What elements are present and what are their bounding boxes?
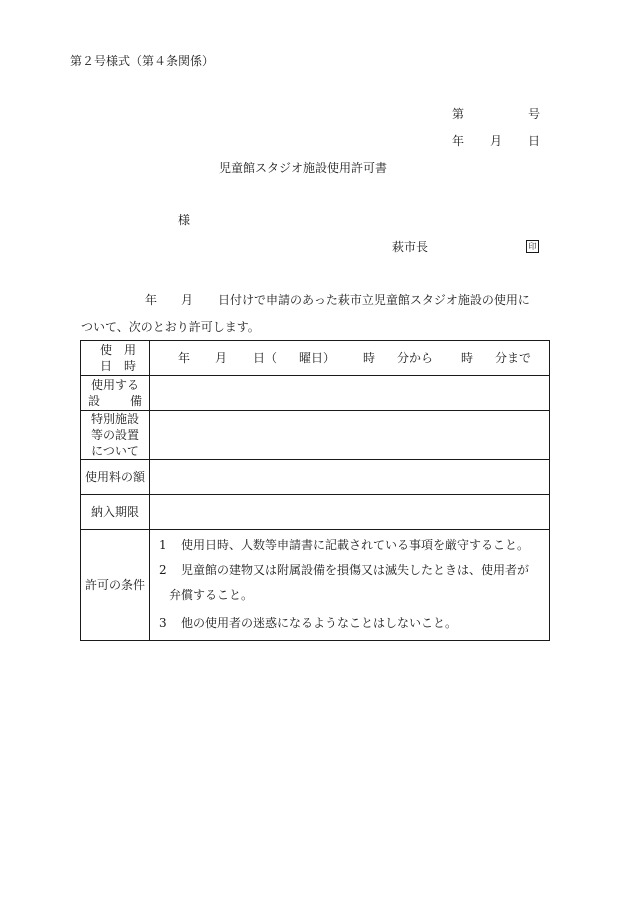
- value-usage-datetime[interactable]: 年 月 日（ 曜日） 時 分から 時 分まで: [150, 341, 550, 376]
- condition-text: 他の使用者の迷惑になるようなことはしないこと。: [181, 616, 458, 630]
- condition-number: 3: [159, 616, 167, 630]
- body-text-line2: ついて、次のとおり許可します。: [81, 320, 260, 334]
- row-usage-datetime: [81, 341, 550, 376]
- body-text-line1: 日付けで申請のあった萩市立児童館スタジオ施設の使用に: [218, 293, 530, 307]
- label-special-facilities: 特別施設 等の設置 について: [81, 411, 150, 460]
- form-number: 第２号様式（第４条関係）: [70, 54, 215, 68]
- condition-text: 児童館の建物又は附属設備を損傷又は滅失したときは、使用者が: [181, 563, 530, 577]
- condition-number: 1: [159, 538, 167, 552]
- label-usage-datetime: 使 用 日 時: [81, 341, 150, 376]
- condition-number: 2: [159, 563, 167, 577]
- value-equipment[interactable]: [150, 376, 550, 411]
- value-special-facilities[interactable]: [150, 411, 550, 460]
- row-special-facilities: [81, 411, 550, 460]
- seal-mark: 印: [526, 240, 539, 253]
- label-permit-conditions: 許可の条件: [81, 530, 150, 641]
- date-day: 日: [528, 134, 541, 148]
- document-title: 児童館スタジオ施設使用許可書: [219, 161, 388, 175]
- permit-table: [80, 340, 550, 641]
- addressee-honorific: 様: [178, 213, 191, 227]
- value-payment-deadline[interactable]: [150, 495, 550, 530]
- condition-text-continued: 弁償すること。: [169, 588, 254, 602]
- date-year: 年: [452, 134, 465, 148]
- issuer-name: 萩市長: [392, 240, 429, 254]
- doc-number-suffix: 号: [528, 107, 541, 121]
- label-equipment: 使用する 設 備: [81, 376, 150, 411]
- date-month: 月: [490, 134, 503, 148]
- value-usage-fee[interactable]: [150, 460, 550, 495]
- condition-text: 使用日時、人数等申請書に記載されている事項を厳守すること。: [181, 538, 530, 552]
- row-permit-conditions: [81, 530, 550, 641]
- doc-number-prefix: 第: [452, 107, 465, 121]
- row-usage-fee: [81, 460, 550, 495]
- label-payment-deadline: 納入期限: [81, 495, 150, 530]
- row-equipment: [81, 376, 550, 411]
- body-year: 年: [145, 293, 158, 307]
- label-usage-fee: 使用料の額: [81, 460, 150, 495]
- row-payment-deadline: [81, 495, 550, 530]
- body-month: 月: [181, 293, 194, 307]
- value-permit-conditions: [150, 530, 550, 641]
